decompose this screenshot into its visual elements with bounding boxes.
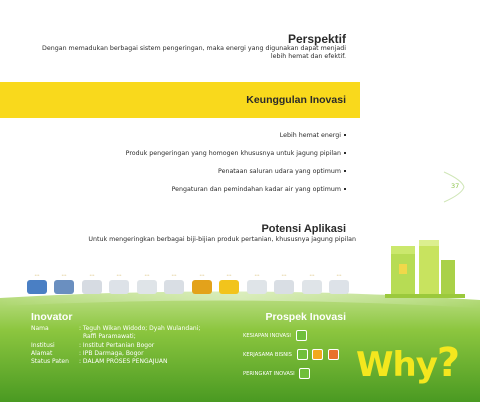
sun-icon <box>219 280 239 294</box>
rating-icon <box>328 349 339 360</box>
rating-icon <box>297 349 308 360</box>
cloud-icon <box>109 280 129 294</box>
factory-icon <box>192 280 212 294</box>
table-row: Raffi Paramawati; <box>83 333 136 341</box>
icon-cell: ••• <box>81 273 103 301</box>
icon-cell: ••• <box>163 273 185 301</box>
drop-icon <box>82 280 102 294</box>
prospek-row-kesiapan: KESIAPAN INOVASI <box>243 330 307 341</box>
list-item: Pengaturan dan pemindahan kadar air yang optimum <box>6 185 346 203</box>
search-icon <box>164 280 184 294</box>
rating-icon <box>312 349 323 360</box>
icon-cell: ••• <box>246 273 268 301</box>
leaf-icon <box>137 280 157 294</box>
icon-cell: ••• <box>136 273 158 301</box>
application-icons <box>26 273 356 301</box>
table-row: Nama : Teguh Wikan Widodo; Dyah Wulandani; <box>31 325 201 332</box>
box-icon <box>329 280 349 294</box>
keunggulan-title: Keunggulan Inovasi <box>246 94 346 106</box>
icon-cell: ••• <box>273 273 295 301</box>
icon-cell: ••• <box>328 273 350 301</box>
list-item: Produk pengeringan yang homogen khususnya untuk jagung pipilan <box>6 149 346 167</box>
rating-icon <box>299 368 310 379</box>
table-row: Status Paten : DALAM PROSES PENGAJUAN <box>31 358 168 366</box>
icon-cell: ••• <box>191 273 213 301</box>
list-item: Lebih hemat energi <box>6 131 346 149</box>
table-row: Institusi : Institut Pertanian Bogor <box>31 341 155 349</box>
prospek-row-kerjasama: KERJASAMA BISNIS <box>243 349 339 360</box>
silo-illustration-icon <box>385 238 465 300</box>
why-logo: Why? <box>356 340 460 386</box>
hand-icon <box>302 280 322 294</box>
bird-icon <box>247 280 267 294</box>
icon-cell: ••• <box>218 273 240 301</box>
wind-icon <box>274 280 294 294</box>
table-row: Alamat : IPB Darmaga, Bogor <box>31 349 144 357</box>
icon-cell: ••• <box>53 273 75 301</box>
potensi-text: Untuk mengeringkan berbagai biji-bijian produk pertanian, khususnya jagung pipilan <box>88 236 356 243</box>
perspektif-text: Dengan memadukan berbagai sistem pengeringan, maka energi yang digunakan dapat menjadi lebih hemat dan efektif. <box>42 45 346 60</box>
perspektif-title: Perspektif <box>287 32 346 46</box>
inovator-table <box>31 325 200 366</box>
prospek-row-peringkat: PERINGKAT INOVASI <box>243 368 310 379</box>
icon-cell: ••• <box>26 273 48 301</box>
page-number: 37 <box>451 182 460 190</box>
keunggulan-list <box>6 131 346 203</box>
inovator-title: Inovator <box>31 311 73 323</box>
rating-icon <box>296 330 307 341</box>
icon-cell: ••• <box>301 273 323 301</box>
gear-icon <box>54 280 74 294</box>
list-item: Penataan saluran udara yang optimum <box>6 167 346 185</box>
potensi-title: Potensi Aplikasi <box>261 223 346 235</box>
icon-cell: ••• <box>108 273 130 301</box>
bluebox-icon <box>27 280 47 294</box>
prospek-title: Prospek Inovasi <box>265 311 346 323</box>
